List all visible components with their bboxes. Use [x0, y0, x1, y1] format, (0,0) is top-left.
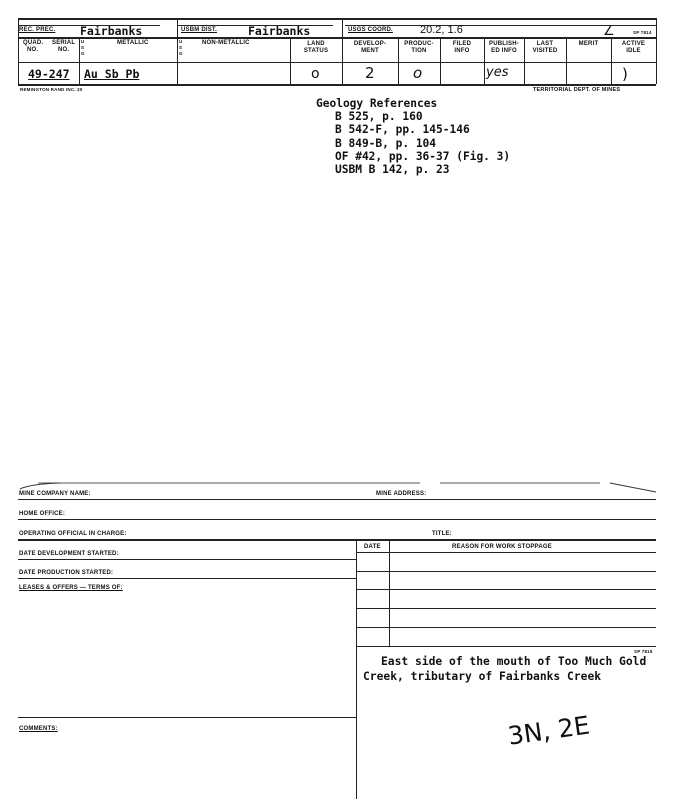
last-label: LAST — [536, 41, 554, 47]
usgs-metallic-marker: U S G — [81, 39, 85, 56]
publish-label: PUBLISH- — [489, 41, 519, 47]
geology-heading: Geology References — [316, 97, 438, 110]
quad-no-label: NO. — [27, 47, 39, 53]
mine-address-label: MINE ADDRESS: — [376, 491, 427, 497]
comments-label: COMMENTS: — [19, 726, 58, 732]
quad-label: QUAD. — [23, 40, 44, 46]
reference-item: B 849-B, p. 104 — [335, 136, 437, 150]
status-label: STATUS — [303, 48, 329, 54]
reference-item: B 542-F, pp. 145-146 — [335, 123, 470, 137]
territorial-dept: TERRITORIAL DEPT. OF MINES — [533, 87, 621, 93]
filed-info-label: INFO — [454, 48, 470, 54]
home-office-label: HOME OFFICE: — [19, 511, 66, 517]
location-line-2: Creek, tributary of Fairbanks Creek — [363, 670, 602, 683]
reference-item: OF #42, pp. 36-37 (Fig. 3) — [335, 149, 511, 163]
usbm-dist-value: Fairbanks — [248, 24, 311, 38]
usgs-coord-label: USGS COORD. — [348, 27, 393, 33]
reference-item: B 525, p. 160 — [335, 110, 423, 124]
rec-prec-label: REC. PREC. — [19, 27, 56, 33]
quad-serial-value: 49-247 — [28, 67, 70, 81]
usgs-coord-value: 20.2, 1.6 — [420, 24, 463, 36]
date-column-header: DATE — [364, 544, 381, 550]
leases-label: LEASES & OFFERS — TERMS OF: — [19, 585, 123, 591]
development-value: 2 — [365, 64, 375, 82]
merit-mark: ∠ — [603, 24, 615, 39]
form-code-top: SP 7814 — [633, 30, 652, 35]
date-production-label: DATE PRODUCTION STARTED: — [19, 570, 114, 576]
serial-no-label: NO. — [58, 47, 70, 53]
metallic-label: METALLIC — [117, 40, 149, 46]
location-description — [363, 654, 663, 684]
usbm-dist-label: USBM DIST. — [181, 27, 218, 33]
land-status-value: o — [311, 66, 320, 82]
tion-label: TION — [411, 48, 427, 54]
fold-line — [0, 475, 678, 495]
active-label: ACTIVE — [621, 41, 646, 47]
geology-references — [316, 97, 510, 176]
merit-label: MERIT — [578, 41, 599, 47]
produc-label: PRODUC- — [404, 41, 434, 47]
visited-label: VISITED — [532, 48, 558, 54]
reference-item: USBM B 142, p. 23 — [335, 163, 450, 177]
usgs-nonmetallic-marker: U S G — [179, 39, 183, 56]
ment-label: MENT — [361, 48, 379, 54]
serial-label: SERIAL — [52, 40, 76, 46]
metallic-value: Au Sb Pb — [84, 67, 140, 81]
location-line-1: East side of the mouth of Too Much Gold — [381, 655, 647, 668]
develop-label: DEVELOP- — [353, 41, 387, 47]
rec-prec-value: Fairbanks — [80, 24, 143, 38]
published-info-value: yes — [486, 65, 509, 80]
idle-label: IDLE — [626, 48, 641, 54]
form-code-bottom: SP 7815 — [634, 649, 653, 654]
filed-label: FILED — [452, 41, 472, 47]
reason-column-header: REASON FOR WORK STOPPAGE — [452, 544, 552, 550]
production-value: o — [413, 64, 423, 82]
land-label: LAND — [307, 41, 325, 47]
ed-info-label: ED INFO — [491, 48, 517, 54]
date-development-label: DATE DEVELOPMENT STARTED: — [19, 551, 119, 557]
mine-company-name-label: MINE COMPANY NAME: — [19, 491, 91, 497]
operating-official-label: OPERATING OFFICIAL IN CHARGE: — [19, 531, 127, 537]
title-label: TITLE: — [432, 531, 452, 537]
printer-credit: REMINGTON RAND INC. 20 — [20, 87, 83, 92]
handwritten-note: 3N, 2E — [506, 710, 592, 751]
active-idle-value: ) — [622, 65, 628, 83]
nonmetallic-label: NON-METALLIC — [202, 40, 250, 46]
